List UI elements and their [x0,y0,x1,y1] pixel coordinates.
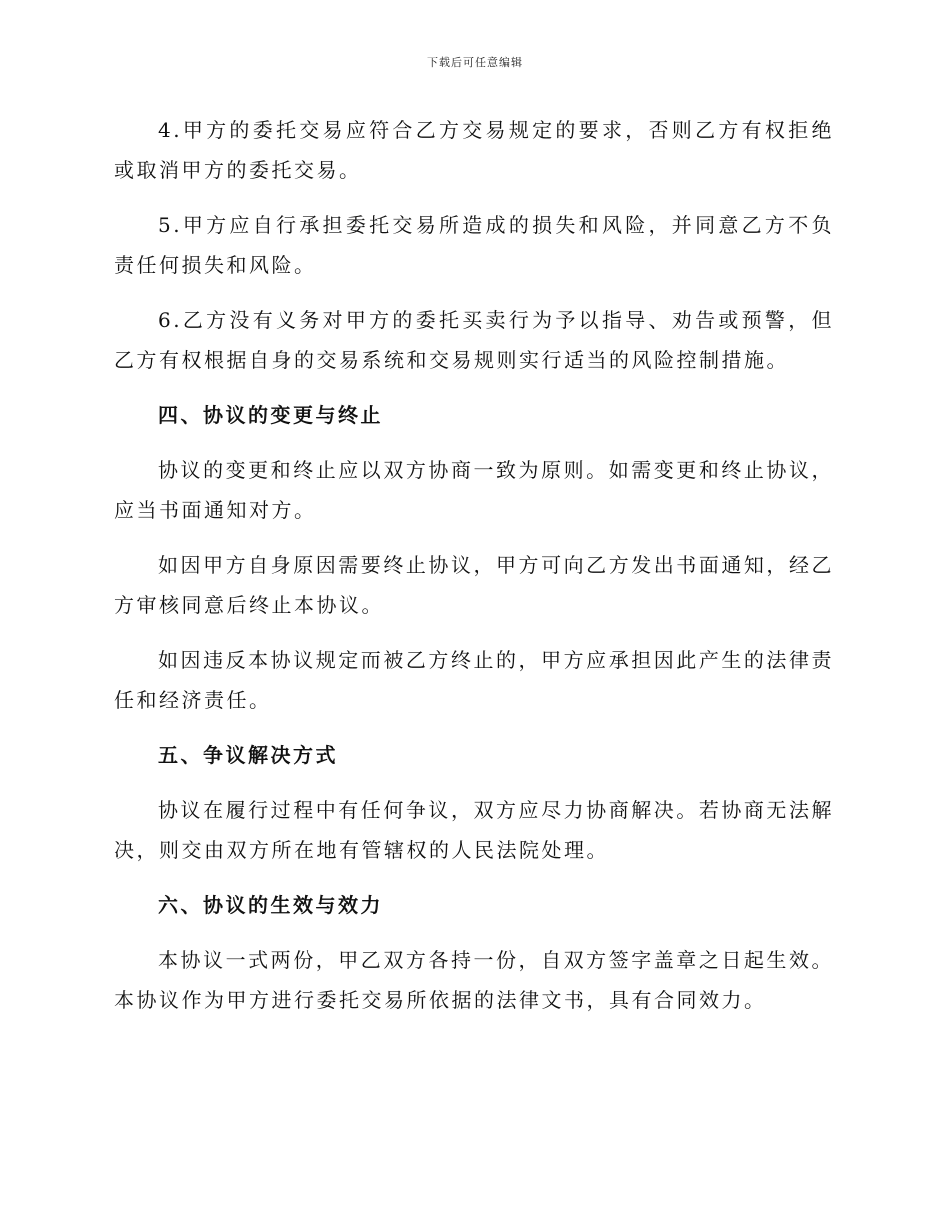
paragraph: 如因违反本协议规定而被乙方终止的，甲方应承担因此产生的法律责任和经济责任。 [114,648,834,712]
paragraph: 本协议一式两份，甲乙双方各持一份，自双方签字盖章之日起生效。本协议作为甲方进行委托交易所依据的法律文书，具有合同效力。 [114,948,834,1012]
clause-5: 5.甲方应自行承担委托交易所造成的损失和风险，并同意乙方不负责任何损失和风险。 [114,213,834,277]
paragraph: 协议在履行过程中有任何争议，双方应尽力协商解决。若协商无法解决，则交由双方所在地有管辖权的人民法院处理。 [114,798,834,862]
clause-6: 6.乙方没有义务对甲方的委托买卖行为予以指导、劝告或预警，但乙方有权根据自身的交易系统和交易规则实行适当的风险控制措施。 [114,308,834,372]
section-heading-6: 六、协议的生效与效力 [158,893,383,917]
clause-4: 4.甲方的委托交易应符合乙方交易规定的要求，否则乙方有权拒绝或取消甲方的委托交易。 [114,118,834,182]
section-heading-5: 五、争议解决方式 [158,743,338,767]
document-body [114,110,834,1035]
paragraph: 协议的变更和终止应以双方协商一致为原则。如需变更和终止协议，应当书面通知对方。 [114,458,834,522]
page-header: 下载后可任意编辑 [427,56,523,69]
section-heading-4: 四、协议的变更与终止 [158,403,383,427]
paragraph: 如因甲方自身原因需要终止协议，甲方可向乙方发出书面通知，经乙方审核同意后终止本协议。 [114,553,834,617]
